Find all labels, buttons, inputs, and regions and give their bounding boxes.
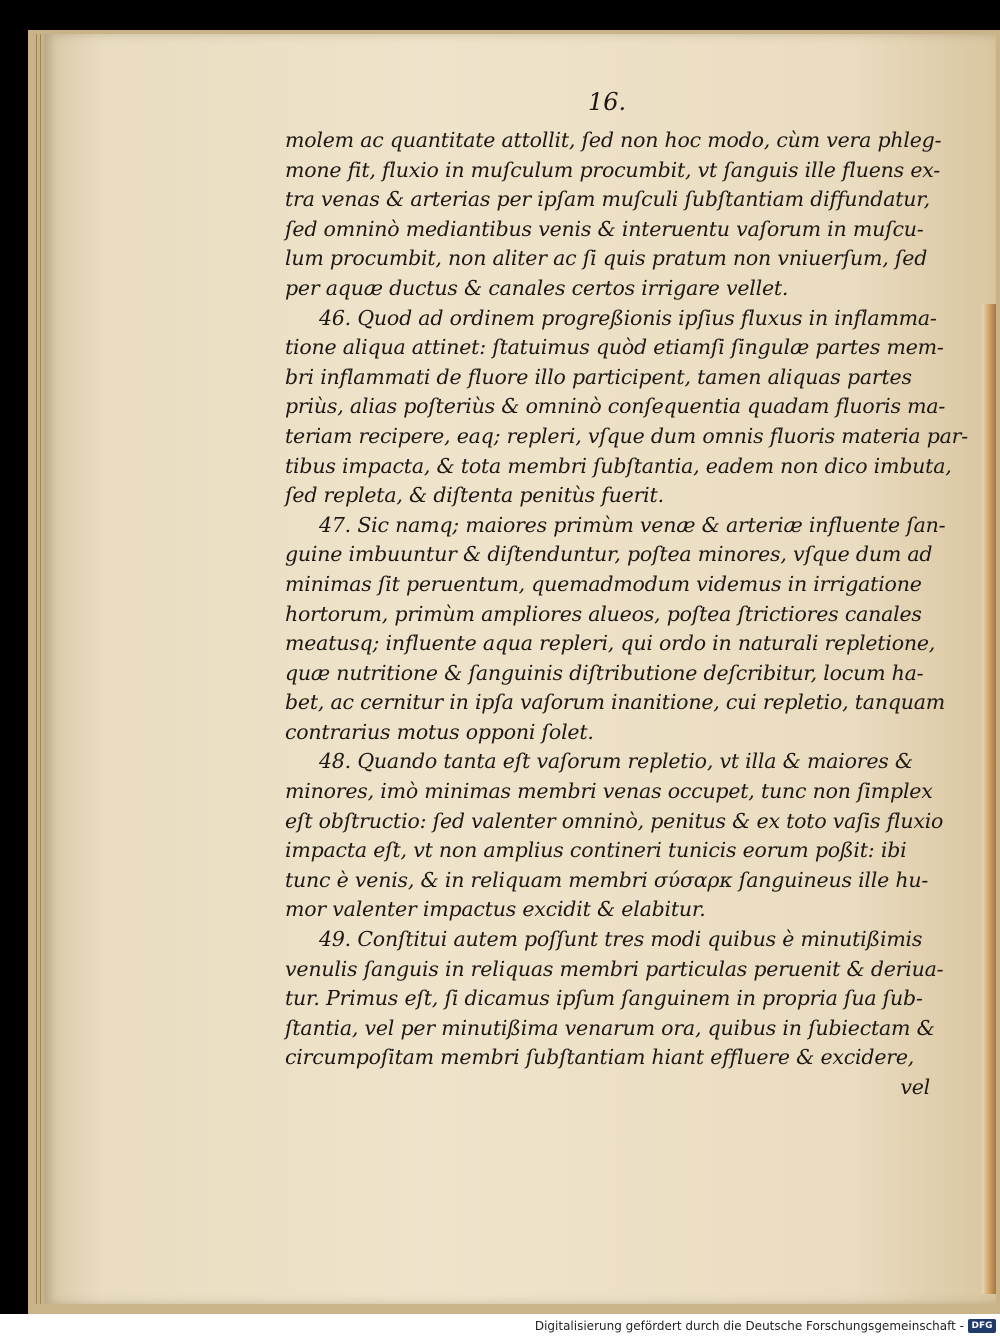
paragraph-49-start: 49. Conſtitui autem poſſunt tres modi quibus è minutißimis [319,927,923,952]
page-edge-line [40,34,41,1304]
text-line: meatusq; influente aqua repleri, qui ordo in naturali repletione, [285,631,936,656]
text-line: circumpoſitam membri ſubſtantiam hiant effluere & excidere, [285,1045,915,1070]
page-binding-edge [982,304,996,1294]
text-line: per aquæ ductus & canales certos irrigare vellet. [285,275,789,300]
page-edge-line [36,34,37,1304]
text-line: mor valenter impactus excidit & elabitur. [285,897,706,922]
text-line: ſed repleta, & diſtenta penitùs fuerit. [285,483,664,508]
page-number: 16. [588,88,627,116]
text-line: bri inflammati de fluore illo participent, tamen aliquas partes [285,364,912,389]
text-line: minores, imò minimas membri venas occupet, tunc non ſimplex [285,779,933,804]
text-line: venulis ſanguis in reliquas membri particulas peruenit & deriua- [285,956,944,981]
text-line: bet, ac cernitur in ipſa vaſorum inanitione, cui repletio, tanquam [285,690,946,715]
paragraph-47-start: 47. Sic namq; maiores primùm venæ & arteriæ influente ſan- [319,512,946,537]
text-line: tur. Primus eſt, ſi dicamus ipſum ſanguinem in propria ſua ſub- [285,986,923,1011]
text-line: tra venas & arterias per ipſam muſculi ſubſtantiam diffundatur, [285,187,930,212]
funding-credit: Digitalisierung gefördert durch die Deutsche Forschungsgemeinschaft - [534,1319,964,1333]
text-line: hortorum, primùm ampliores alueos, poſtea ſtrictiores canales [285,601,922,626]
text-line: mone fit, fluxio in muſculum procumbit, vt ſanguis ille fluens ex- [285,157,940,182]
text-line: ſed omninò mediantibus venis & interuentu vaſorum in muſcu- [285,216,924,241]
text-line: tunc è venis, & in reliquam membri σύσαρκ ſanguineus ille hu- [285,867,929,892]
text-line: teriam recipere, eaq; repleri, vſque dum omnis fluoris materia par- [285,423,968,448]
text-line: lum procumbit, non aliter ac ſi quis pratum non vniuerſum, ſed [285,246,928,271]
text-line: tione aliqua attinet: ſtatuimus quòd etiamſi ſingulæ partes mem- [285,335,944,360]
text-line: minimas ſit peruentum, quemadmodum videmus in irrigatione [285,571,922,596]
text-line: tibus impacta, & tota membri ſubſtantia, eadem non dico imbuta, [285,453,952,478]
paragraph-46-start: 46. Quod ad ordinem progreßionis ipſius fluxus in inflamma- [319,305,937,330]
catchword: vel [900,1075,930,1099]
dfg-logo[interactable]: DFG [968,1319,996,1333]
text-line: priùs, alias poſteriùs & omninò conſequentia quadam fluoris ma- [285,394,946,419]
paragraph-48-start: 48. Quando tanta eſt vaſorum repletio, vt illa & maiores & [319,749,913,774]
text-line: impacta eſt, vt non amplius contineri tunicis eorum poßit: ibi [285,838,907,863]
text-line: guine imbuuntur & diſtenduntur, poſtea minores, vſque dum ad [285,542,933,567]
text-line: eſt obſtructio: ſed valenter omninò, penitus & ex toto vaſis fluxio [285,808,944,833]
text-line: quæ nutritione & ſanguinis diſtributione deſcribitur, locum ha- [285,660,924,685]
text-line: contrarius motus opponi ſolet. [285,719,594,744]
footer-bar [0,1314,1000,1340]
text-line: molem ac quantitate attollit, ſed non hoc modo, cùm vera phleg- [285,128,942,152]
page-body-text [285,126,968,1103]
text-line: ſtantia, vel per minutißima venarum ora, quibus in ſubiectam & [285,1015,935,1040]
